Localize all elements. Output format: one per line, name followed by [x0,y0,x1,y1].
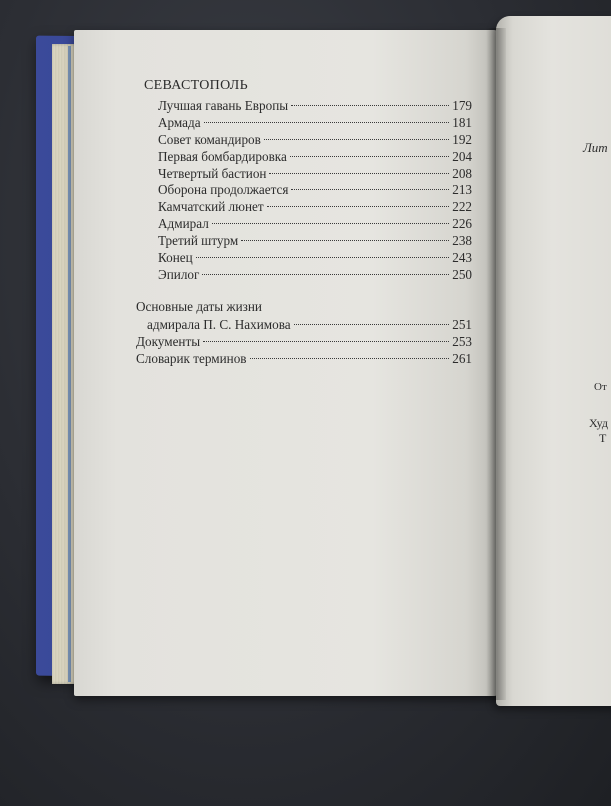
toc-entry-title: Четвертый бастион [158,166,267,181]
dot-leader [291,189,449,190]
toc-entry [158,98,472,114]
toc-entry-page: 222 [452,199,472,214]
dot-leader [241,240,449,241]
toc-entry-page: 204 [452,149,472,164]
toc-entry-title: Документы [136,334,201,349]
toc-entry-title: адмирала П. С. Нахимова [147,317,291,332]
toc-entry-title: Адмирал [158,216,209,231]
toc-entry-title: Лучшая гавань Европы [158,98,289,113]
toc-entry-page: 226 [452,216,472,231]
toc-entry-page: 192 [452,132,472,147]
toc-entry-title: Эпилог [158,267,200,282]
toc-entry-page: 261 [452,351,472,366]
toc-entry-title: Армада [158,115,201,130]
toc-entry-page: 250 [452,267,472,282]
toc-entry-page: 243 [452,250,472,265]
dot-leader [250,358,450,359]
dot-leader [269,173,449,174]
dot-leader [267,206,450,207]
toc-entry-title: Первая бомбардировка [158,149,287,164]
toc-entry [158,149,472,165]
toc-entry [158,182,472,198]
toc-entry [158,267,472,283]
right-page-fragment: Худ [589,416,608,430]
toc-entry [136,351,472,367]
toc-entry [147,317,472,333]
section-heading: СЕВАСТОПОЛЬ [144,78,248,93]
dot-leader [204,122,450,123]
dot-leader [291,105,449,106]
toc-entry-title: Словарик терминов [136,351,247,366]
dot-leader [202,274,449,275]
dot-leader [294,324,450,325]
dot-leader [290,156,449,157]
dot-leader [212,223,449,224]
toc-entry-page: 251 [452,317,472,332]
toc-entry-page: 179 [452,98,472,113]
toc-entry-page: 238 [452,233,472,248]
toc-entry-title: Конец [158,250,193,265]
toc-entry-page: 213 [452,182,472,197]
toc-entry-page: 253 [452,334,472,349]
appendix-dates-heading: Основные даты жизни [136,299,262,314]
toc-entry-title: Совет командиров [158,132,261,147]
dot-leader [264,139,449,140]
right-page-fragment: Т [599,431,607,445]
toc-entry [136,334,472,350]
right-page-fragment: От [594,381,607,393]
toc-entry [158,216,472,232]
toc-entry-title: Камчатский люнет [158,199,264,214]
right-page-fragment: Лит [583,140,608,155]
toc-entry [158,115,472,131]
toc-entry-page: 181 [452,115,472,130]
toc-entry-title: Оборона продолжается [158,182,289,197]
toc-entry [158,166,472,182]
toc-entry [158,233,472,249]
toc-entry-page: 208 [452,166,472,181]
dot-leader [196,257,450,258]
toc-entry [158,199,472,215]
dot-leader [203,341,449,342]
toc-entry [158,132,472,148]
toc-entry [158,250,472,266]
toc-entry-title: Третий штурм [158,233,239,248]
